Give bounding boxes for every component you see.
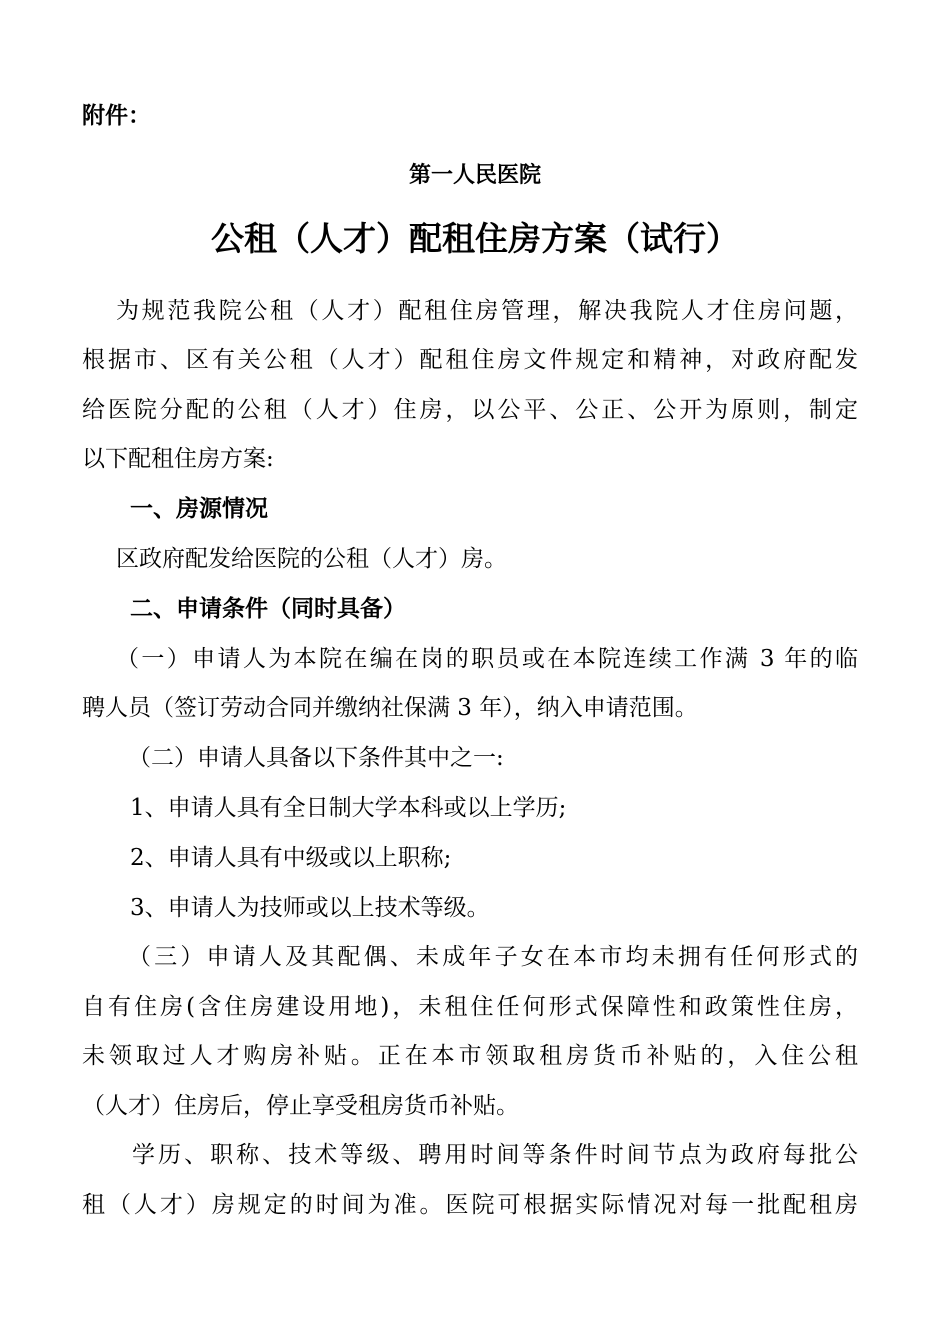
item3-line-4: （人才）住房后，停止享受租房货币补贴。 [82,1093,519,1119]
organization-name: 第一人民医院 [408,163,541,188]
item1-line-2: 聘人员（签订劳动合同并缴纳社保满 3 年），纳入申请范围。 [82,695,698,721]
condition-1: 1、申请人具有全日制大学本科或以上学历; [130,795,567,821]
item1-line-1: （一）申请人为本院在编在岗的职员或在本院连续工作满 3 年的临 [116,646,858,672]
intro-line-4: 以下配租住房方案: [82,446,274,472]
condition-2: 2、申请人具有中级或以上职称; [130,845,452,871]
intro-line-1: 为规范我院公租（人才）配租住房管理，解决我院人才住房问题， [116,298,858,324]
document-title: 公租（人才）配租住房方案（试行） [211,219,739,258]
attachment-label: 附件： [82,103,151,129]
condition-3: 3、申请人为技师或以上技术等级。 [130,895,490,921]
intro-line-2: 根据市、区有关公租（人才）配租住房文件规定和精神，对政府配发 [82,347,858,373]
note-line-2: 租（人才）房规定的时间为准。医院可根据实际情况对每一批配租房 [82,1192,858,1218]
item3-line-1: （三）申请人及其配偶、未成年子女在本市均未拥有任何形式的 [128,944,858,970]
item2-text: （二）申请人具备以下条件其中之一: [128,745,504,771]
intro-line-3: 给医院分配的公租（人才）住房，以公平、公正、公开为原则，制定 [82,397,858,423]
section2-heading: 二、申请条件（同时具备） [130,596,406,622]
item3-line-3: 未领取过人才购房补贴。正在本市领取租房货币补贴的，入住公租 [82,1043,858,1069]
note-line-1: 学历、职称、技术等级、聘用时间等条件时间节点为政府每批公 [132,1142,858,1168]
item3-line-2: 自有住房(含住房建设用地)，未租住任何形式保障性和政策性住房， [82,994,858,1020]
section1-text: 区政府配发给医院的公租（人才）房。 [116,546,507,572]
section1-heading: 一、房源情况 [130,496,268,522]
